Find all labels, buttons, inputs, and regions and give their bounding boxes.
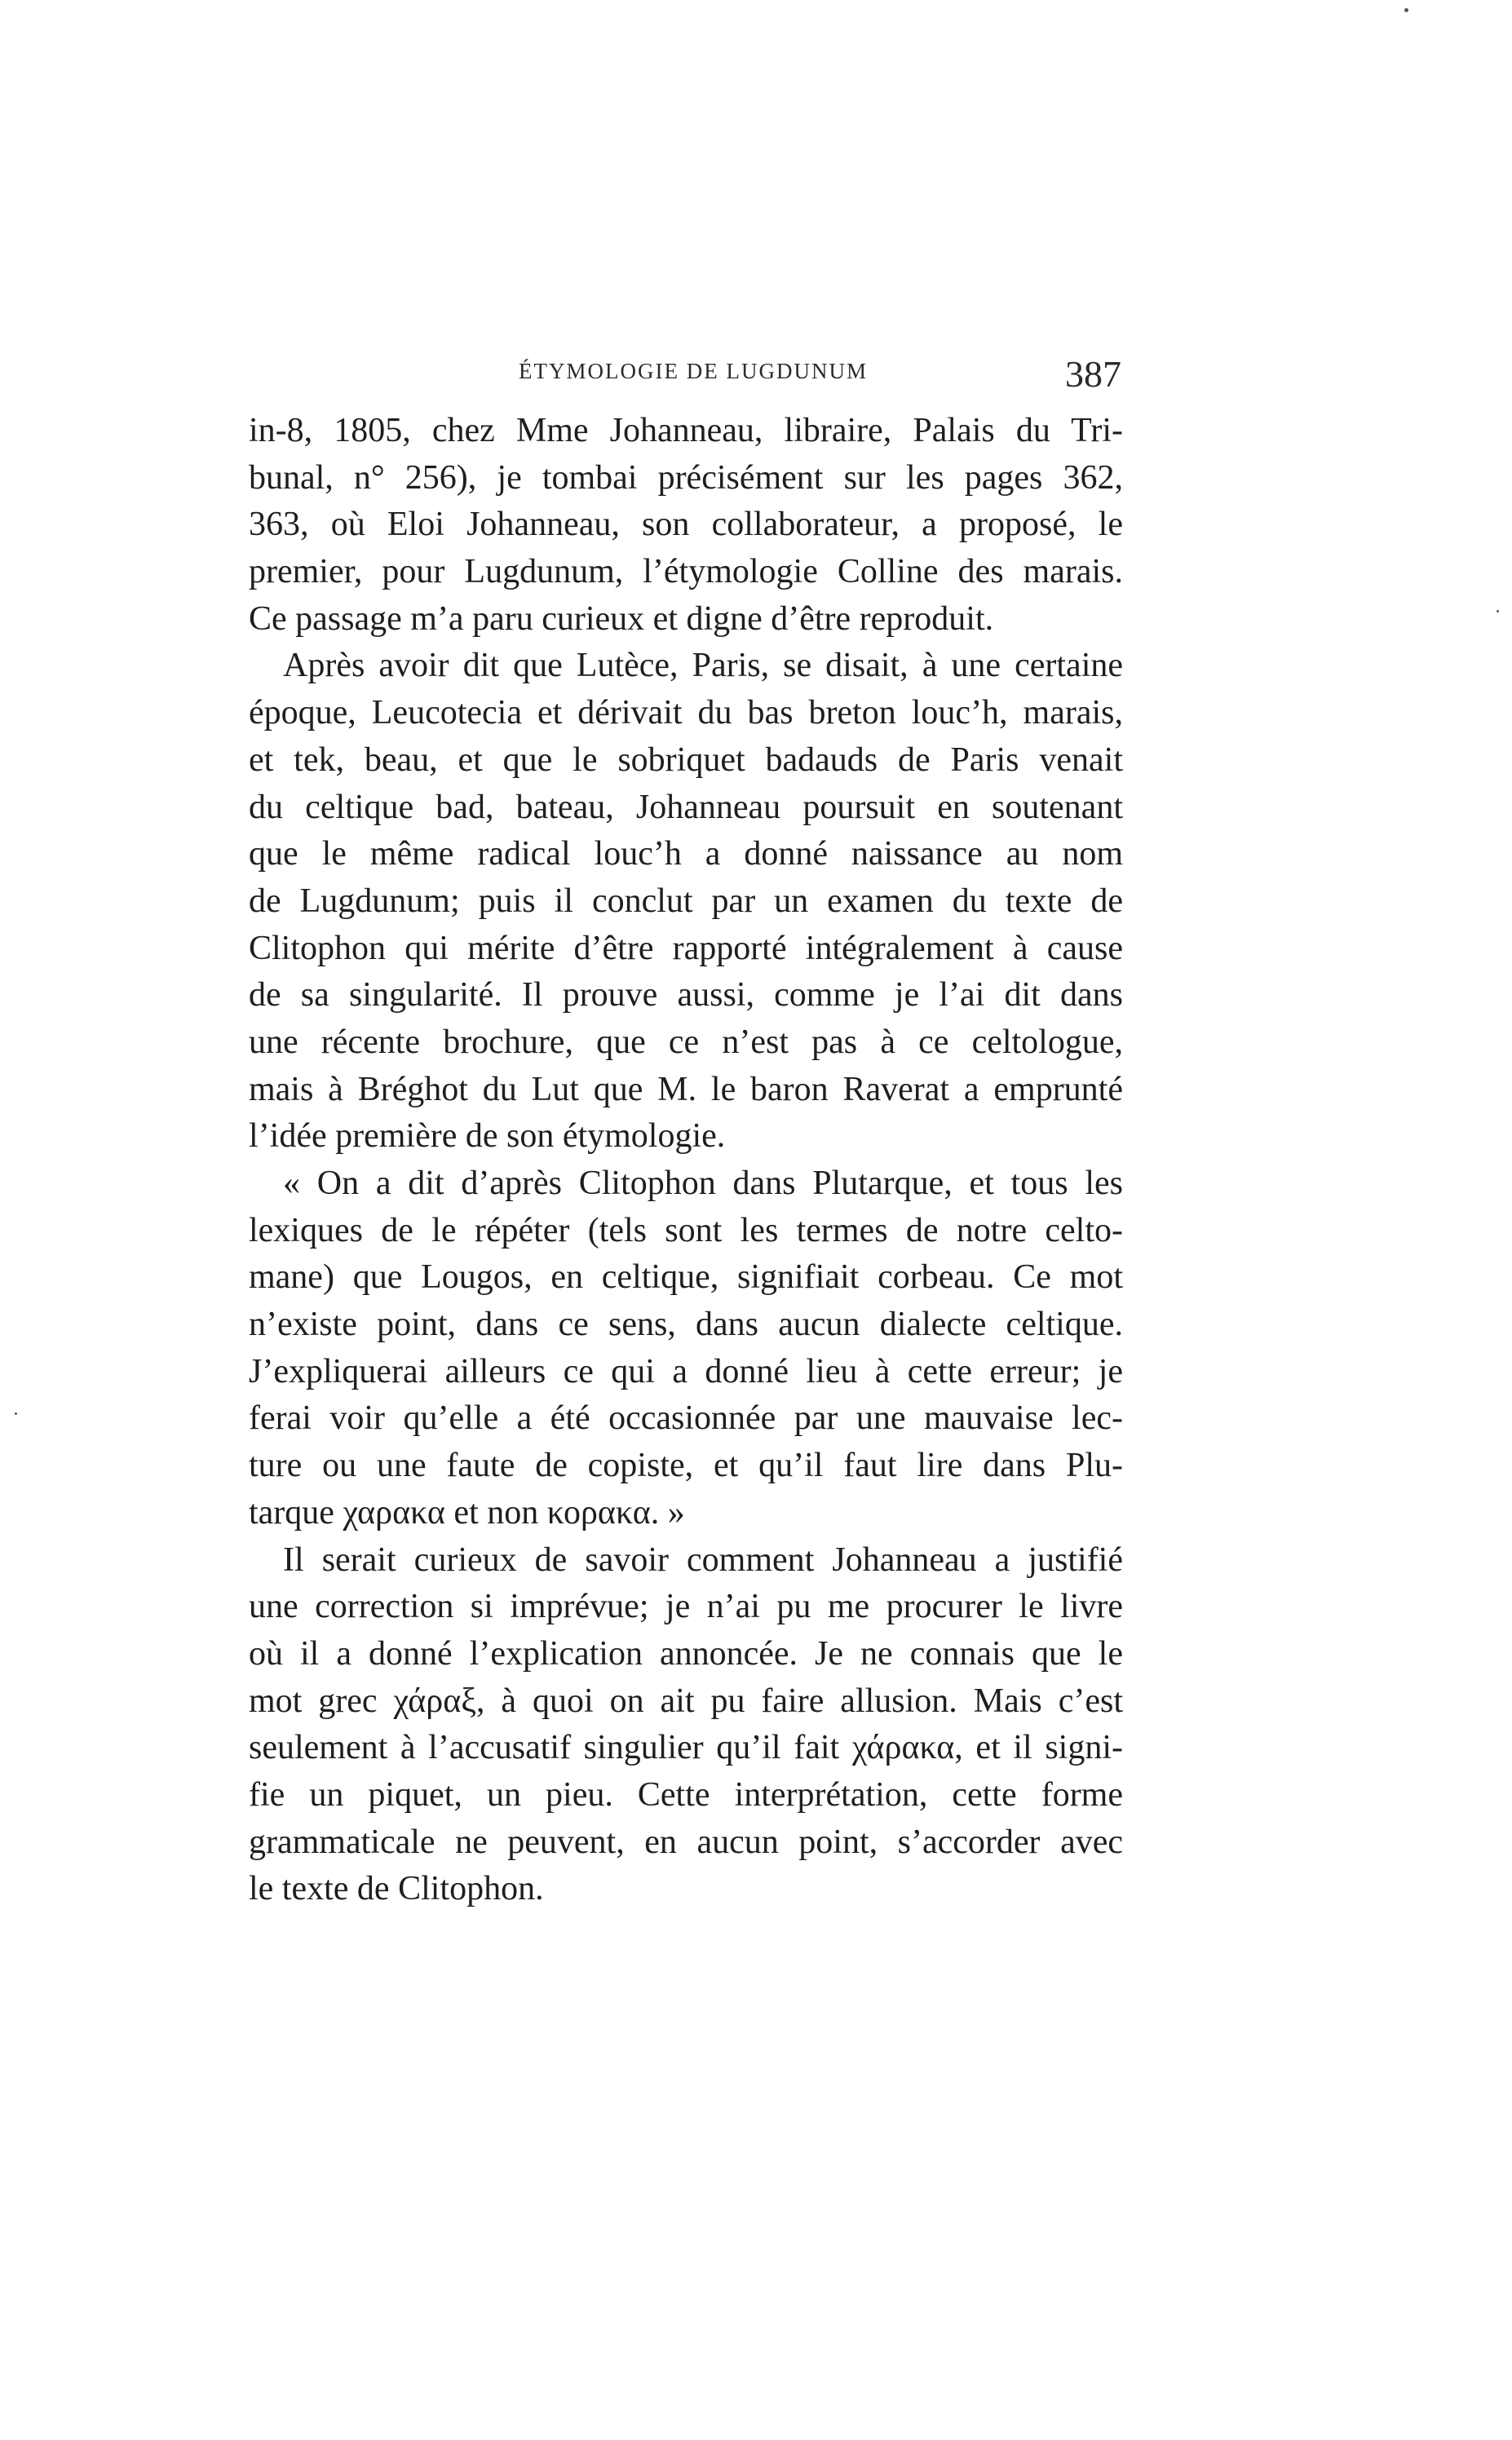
text-line: seulement à l’accusatif singulier qu’il fait χάρακα, et il signi- [249,1729,1123,1767]
text-line: mot grec χάραξ, à quoi on ait pu faire allusion. Mais c’est [249,1682,1123,1720]
text-line: de sa singularité. Il prouve aussi, comme je l’ai dit dans [249,976,1123,1014]
text-line: une correction si imprévue; je n’ai pu me procurer le livre [249,1588,1123,1626]
text-line: Après avoir dit que Lutèce, Paris, se disait, à une certaine [283,647,1123,685]
text-line: « On a dit d’après Clitophon dans Plutarque, et tous les [283,1165,1123,1202]
running-header [249,352,1138,409]
text-line: que le même radical louc’h a donné naissance au nom [249,835,1123,873]
text-line: lexiques de le répéter (tels sont les termes de notre celto- [249,1211,1123,1249]
text-line: J’expliquerai ailleurs ce qui a donné lieu à cette erreur; je [249,1352,1123,1390]
text-line: tarque χαρακα et non κορακα. » [249,1493,685,1532]
text-line: ferai voir qu’elle a été occasionnée par une mauvaise lec- [249,1399,1123,1438]
body-text [249,408,1123,1913]
text-line: in-8, 1805, chez Mme Johanneau, libraire, Palais du Tri- [249,412,1123,449]
text-line: Clitophon qui mérite d’être rapporté intégralement à cause [249,929,1123,967]
text-line: fie un piquet, un pieu. Cette interprétation, cette forme [249,1775,1123,1814]
text-line: bunal, n° 256), je tombai précisément sur les pages 362, [249,458,1123,497]
page-number: 387 [1065,353,1121,395]
text-line: grammaticale ne peuvent, en aucun point, s’accorder avec [249,1823,1123,1861]
text-line: Il serait curieux de savoir comment Johanneau a justifié [283,1540,1123,1579]
text-line: 363, où Eloi Johanneau, son collaborateur, a proposé, le [249,506,1123,544]
text-line: et tek, beau, et que le sobriquet badauds de Paris venait [249,740,1123,779]
text-line: une récente brochure, que ce n’est pas à ce celtologue, [249,1023,1123,1061]
text-line: mais à Bréghot du Lut que M. le baron Raverat a emprunté [249,1070,1123,1108]
text-line: du celtique bad, bateau, Johanneau poursuit en soutenant [249,788,1123,826]
text-line: de Lugdunum; puis il conclut par un examen du texte de [249,882,1123,920]
ink-speck [15,1412,17,1415]
text-line: époque, Leucotecia et dérivait du bas breton louc’h, marais, [249,694,1123,732]
text-line: le texte de Clitophon. [249,1870,544,1908]
text-line: où il a donné l’explication annoncée. Je ne connais que le [249,1634,1123,1673]
text-line: n’existe point, dans ce sens, dans aucun dialecte celtique. [249,1306,1123,1344]
running-title: ÉTYMOLOGIE DE LUGDUNUM [519,359,868,383]
text-line: ture ou une faute de copiste, et qu’il faut lire dans Plu- [249,1447,1123,1485]
text-line: mane) que Lougos, en celtique, signifiait corbeau. Ce mot [249,1258,1123,1297]
text-line: l’idée première de son étymologie. [249,1117,726,1156]
ink-speck [1404,8,1408,12]
text-line: premier, pour Lugdunum, l’étymologie Colline des marais. [249,553,1123,591]
text-line: Ce passage m’a paru curieux et digne d’être reproduit. [249,599,994,638]
ink-speck [1497,610,1499,612]
